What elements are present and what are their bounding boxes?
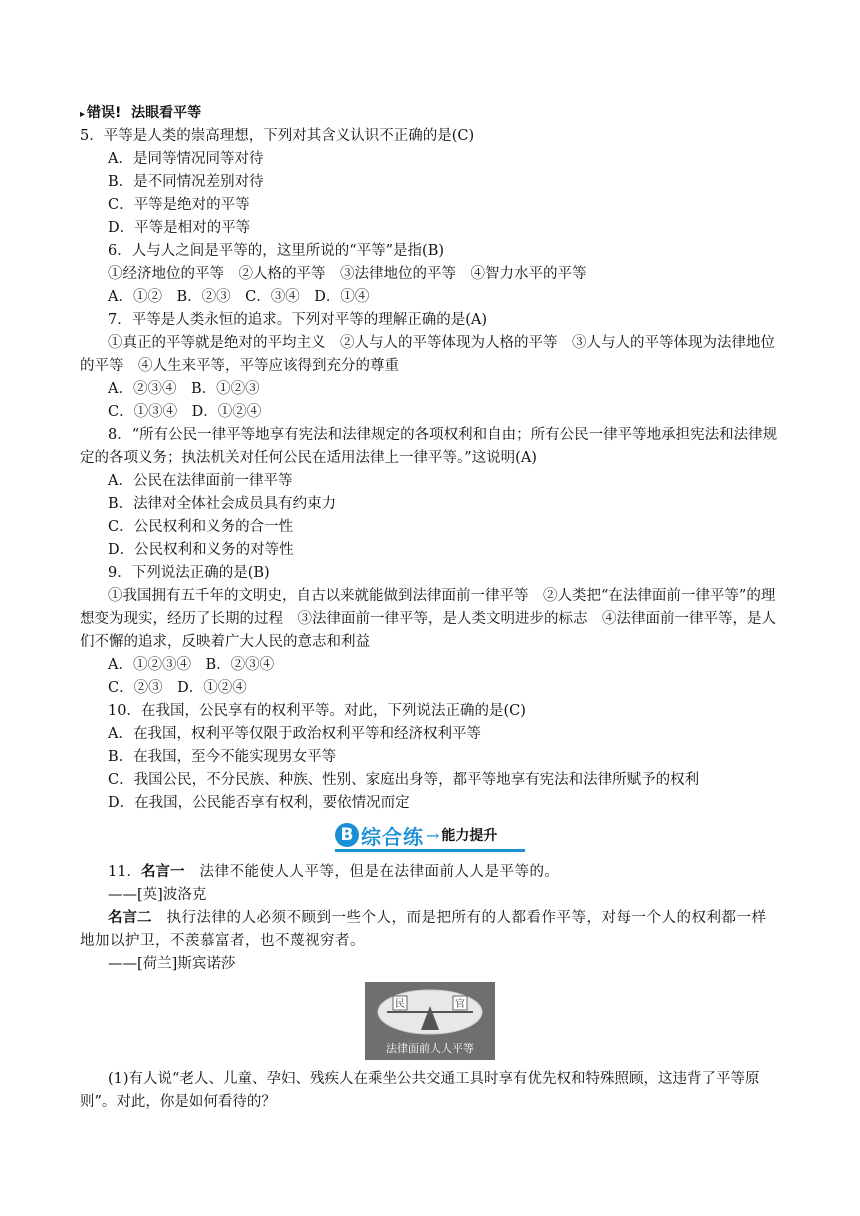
arrow-right-icon: →: [426, 825, 440, 845]
banner-underline: [335, 849, 525, 852]
figure-caption: 法律面前人人平等: [386, 1042, 474, 1055]
question-9-items: ①我国拥有五千年的文明史，自古以来就能做到法律面前一律平等 ②人类把“在法律面前一律平等”的理想变为现实，经历了长期的过程 ③法律面前一律平等，是人类文明进步的标志 ④法律面前一律平等，是人们不懈的追求，反映着广大人民的意志和利益: [80, 588, 776, 650]
section-banner: [80, 819, 780, 855]
quote2-text: 执行法律的人必须不顾到一些个人，而是把所有的人都看作平等，对每一个人的权利都一样地加以护卫，不羡慕富者，也不蔑视穷者。: [80, 910, 767, 949]
banner-badge: B: [335, 823, 359, 847]
question-7-stem: 7．平等是人类永恒的追求。下列对平等的理解正确的是(A): [108, 312, 488, 328]
question-5-option-c: C．平等是绝对的平等: [108, 197, 250, 213]
question-8-option-a: A．公民在法律面前一律平等: [108, 473, 293, 489]
equality-scale-figure: [365, 982, 495, 1060]
question-6-stem: 6．人与人之间是平等的，这里所说的“平等”是指(B): [108, 243, 445, 259]
question-9-options-row1: A．①②③④ B．②③④: [108, 657, 275, 673]
banner-subtitle: 能力提升: [441, 828, 498, 844]
question-9-stem: 9．下列说法正确的是(B): [108, 565, 270, 581]
section-heading: [80, 102, 780, 125]
question-7-items: ①真正的平等就是绝对的平均主义 ②人与人的平等体现为人格的平等 ③人与人的平等体现为法律地位的平等 ④人生来平等，平等应该得到充分的尊重: [80, 335, 775, 374]
question-10-option-b: B．在我国，至今不能实现男女平等: [108, 749, 337, 765]
quote1-text: 法律不能使人人平等，但是在法律面前人人是平等的。: [184, 864, 560, 880]
section-arrow-icon: ▸: [80, 109, 86, 120]
question-8-option-c: C．公民权利和义务的合一性: [108, 519, 294, 535]
question-11-quote1: [80, 861, 780, 884]
document-body: [80, 102, 780, 1114]
figure-container: [80, 982, 780, 1060]
question-8-option-b: B．法律对全体社会成员具有约束力: [108, 496, 337, 512]
question-5-option-a: A．是同等情况同等对待: [108, 151, 264, 167]
quote1-label: 名言一: [140, 864, 185, 880]
section-error-label: 错误!: [87, 105, 122, 121]
question-7-options-row1: A．②③④ B．①②③: [108, 381, 260, 397]
banner-title: 综合练: [361, 824, 424, 849]
question-11-sub1: (1)有人说“老人、儿童、孕妇、残疾人在乘坐公共交通工具时享有优先权和特殊照顾，这违背了平等原则”。对此，你是如何看待的？: [80, 1071, 760, 1110]
question-5-option-d: D．平等是相对的平等: [108, 220, 251, 236]
question-7-options-row2: C．①③④ D．①②④: [108, 404, 262, 420]
question-11-quote2: [80, 907, 780, 953]
question-5-stem: 5．平等是人类的崇高理想，下列对其含义认识不正确的是(C): [80, 128, 475, 144]
question-10-option-c: C．我国公民，不分民族、种族、性别、家庭出身等，都平等地享有宪法和法律所赋予的权利: [108, 772, 700, 788]
question-10-stem: 10．在我国，公民享有的权利平等。对此，下列说法正确的是(C): [108, 703, 526, 719]
question-10-option-d: D．在我国，公民能否享有权利，要依情况而定: [108, 795, 410, 811]
section-title: 法眼看平等: [131, 105, 202, 121]
quote1-author: ——[英]波洛克: [108, 887, 207, 903]
figure-right-label: 官: [455, 999, 465, 1010]
figure-left-label: 民: [395, 999, 405, 1010]
quote2-label: 名言二: [108, 910, 152, 926]
quote2-author: ——[荷兰]斯宾诺莎: [108, 956, 236, 972]
question-8-stem: 8．“所有公民一律平等地享有宪法和法律规定的各项权利和自由；所有公民一律平等地承担宪法和法律规定的各项义务；执法机关对任何公民在适用法律上一律平等。”这说明(A): [80, 427, 778, 466]
question-6-options: A．①② B．②③ C．③④ D．①④: [108, 289, 370, 305]
question-10-option-a: A．在我国，权利平等仅限于政治权利平等和经济权利平等: [108, 726, 481, 742]
question-5-option-b: B．是不同情况差别对待: [108, 174, 264, 190]
question-9-options-row2: C．②③ D．①②④: [108, 680, 247, 696]
question-11-number: 11．: [108, 864, 141, 880]
question-6-items: ①经济地位的平等 ②人格的平等 ③法律地位的平等 ④智力水平的平等: [108, 266, 587, 282]
question-8-option-d: D．公民权利和义务的对等性: [108, 542, 294, 558]
